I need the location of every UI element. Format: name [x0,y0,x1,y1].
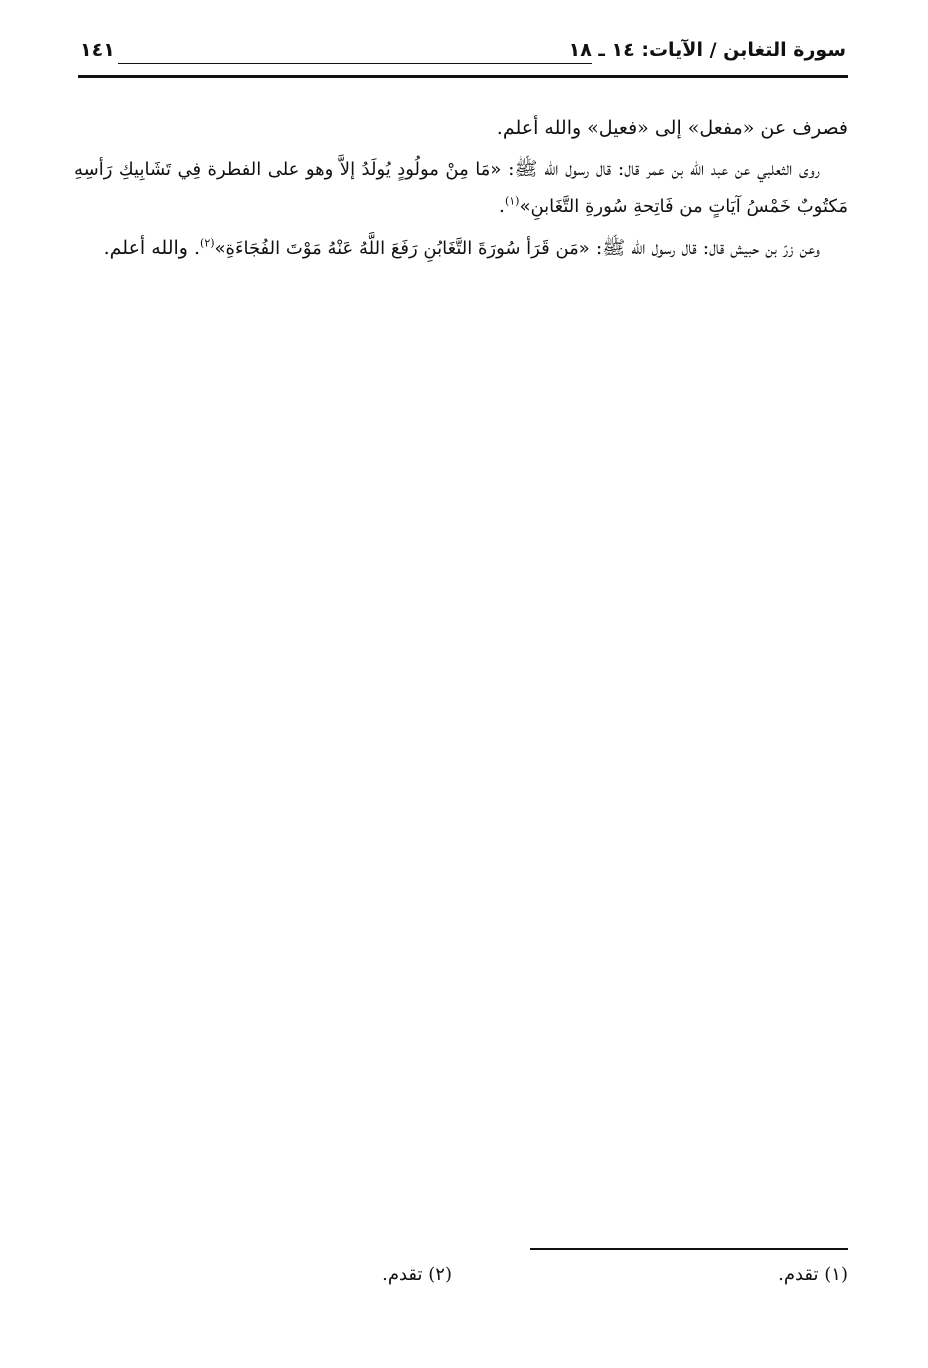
hadith-quote-1: «مَا مِنْ مولُودٍ يُولَدُ إلاَّ وهو على الفطرة فِي تَشَابِيكِ رَأسِهِ مَكتُوبٌ خَمْسُ آيَاتٍ من فَاتِحةِ سُورةِ التَّغَابنِ» [74,159,848,217]
header-underline [118,63,592,64]
page-number: ١٤١ [80,39,115,61]
hadith-quote-2: «مَن قَرَأ سُورَةَ التَّغَابُنِ رَفَعَ اللَّهُ عَنْهُ مَوْتَ الفُجَاءَةِ» [214,238,590,259]
footnote-marker-2: (٢) [200,236,215,250]
body-text [74,110,848,272]
footnote-1: (١) تقدم. [778,1264,848,1285]
footnote-2: (٢) تقدم. [382,1264,452,1285]
paragraph-2 [74,151,848,225]
paragraph-2-lead: روى الثعلبي عن عبد الله بن عمر قال: قال رسول الله ﷺ: [501,158,821,180]
paragraph-2-tail: . [498,195,505,217]
paragraph-1: فصرف عن «مفعل» إلى «فعيل» والله أعلم. [496,117,848,139]
paragraph-3 [74,230,848,267]
paragraph-3-lead: وعن زرّ بن حبيش قال: قال رسول الله ﷺ: [589,237,820,259]
running-header-title: سورة التغابن / الآيات: ١٤ ـ ١٨ [568,39,846,61]
footnote-marker-1: (١) [504,194,520,208]
header-rule [78,75,848,78]
paragraph-3-tail: . والله أعلم. [103,237,201,259]
footnote-rule [530,1248,848,1250]
